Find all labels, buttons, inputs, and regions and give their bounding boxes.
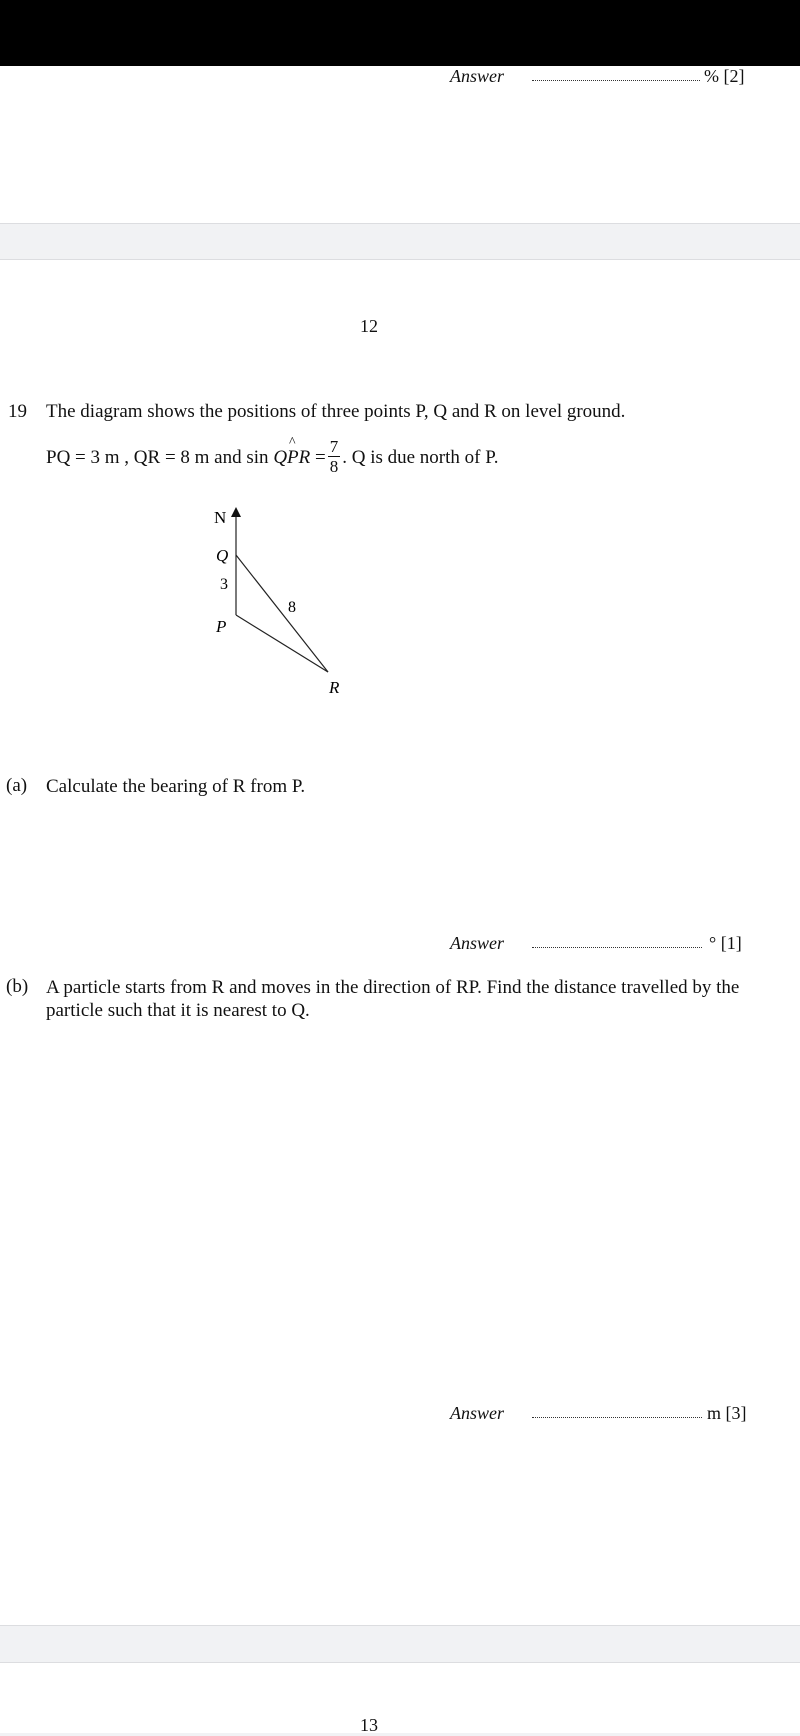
answer-line-part-a [450, 933, 750, 959]
answer-blank[interactable] [532, 1417, 702, 1418]
question-number: 19 [8, 401, 27, 422]
page-divider [0, 223, 800, 224]
question-page [0, 260, 800, 1625]
page-number: 12 [360, 316, 378, 336]
angle-p: ^ P [287, 447, 299, 469]
answer-unit: % [2] [704, 66, 745, 86]
given-qr: QR = 8 m and [133, 446, 242, 468]
length-qr-label: 8 [288, 599, 296, 616]
angle-r: R [298, 446, 311, 468]
answer-line-previous [450, 66, 750, 92]
answer-blank[interactable] [532, 80, 700, 81]
answer-unit: m [3] [707, 1403, 747, 1423]
page-divider [0, 1625, 800, 1626]
part-a-text: Calculate the bearing of R from P. [46, 776, 306, 797]
fraction-numerator: 7 [329, 437, 339, 456]
part-b-label: (b) [6, 976, 29, 997]
answer-line-part-b [450, 1403, 750, 1429]
given-pq: PQ = 3 m , [46, 446, 130, 468]
triangle-diagram [180, 495, 410, 735]
angle-q: Q [273, 446, 288, 468]
answer-label: Answer [450, 66, 504, 86]
length-pq-label: 3 [220, 576, 228, 593]
next-page [0, 1663, 800, 1733]
point-r-label: R [329, 678, 340, 697]
side-pr [236, 615, 328, 672]
point-p-label: P [216, 617, 227, 636]
given-sin: sin [246, 446, 274, 468]
north-label: N [214, 508, 227, 527]
question-intro: The diagram shows the positions of three points P, Q and R on level ground. [46, 401, 626, 422]
equals-sign: = [310, 446, 326, 468]
point-q-label: Q [216, 546, 229, 565]
status-bar [0, 0, 800, 66]
fraction-denominator: 8 [329, 457, 339, 476]
question-given-values [46, 437, 499, 477]
answer-label: Answer [450, 1403, 504, 1423]
part-a-label: (a) [6, 775, 28, 796]
side-qr [236, 555, 328, 672]
page-number: 13 [360, 1715, 378, 1735]
previous-page [0, 66, 800, 223]
north-arrow-icon [231, 507, 241, 517]
given-suffix: . Q is due north of P. [342, 446, 499, 468]
answer-blank[interactable] [532, 947, 702, 948]
part-b-text: A particle starts from R and moves in the direction of RP. Find the distance travelled by the particle such that it is nearest to Q. [46, 977, 740, 1021]
answer-unit: ° [1] [709, 933, 742, 953]
answer-label: Answer [450, 933, 504, 953]
fraction [328, 438, 341, 475]
